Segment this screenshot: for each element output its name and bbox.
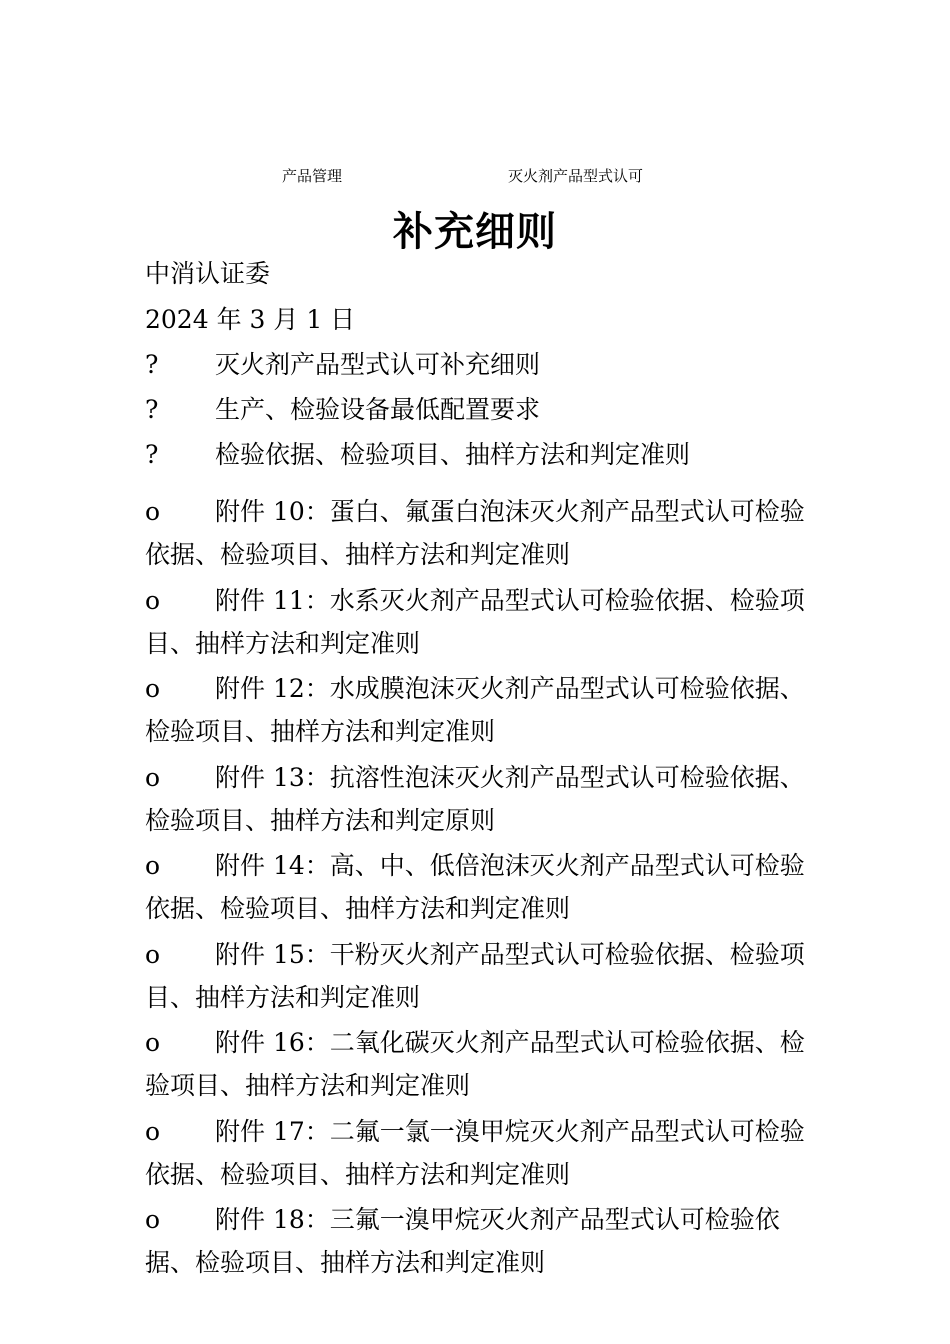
list-marker: o: [145, 1205, 161, 1234]
list-marker: o: [145, 1116, 161, 1146]
contents-list: [145, 343, 805, 478]
list-marker: ?: [145, 350, 159, 379]
annex-item[interactable]: [145, 1198, 805, 1287]
annex-item-text: 附件 15：干粉灭火剂产品型式认可检验依据、检验项目、抽样方法和判定准则: [145, 939, 805, 1012]
annex-item-text: 附件 17：二氟一氯一溴甲烷灭火剂产品型式认可检验依据、检验项目、抽样方法和判定准则: [145, 1116, 805, 1189]
annex-item[interactable]: [145, 933, 805, 1022]
list-marker: o: [145, 762, 161, 792]
list-marker: o: [145, 851, 161, 880]
list-marker: ?: [145, 440, 159, 469]
list-marker: o: [145, 585, 161, 615]
list-marker: ?: [145, 395, 159, 424]
annex-item-text: 附件 10：蛋白、氟蛋白泡沫灭火剂产品型式认可检验依据、检验项目、抽样方法和判定准则: [145, 497, 805, 569]
annex-item[interactable]: [145, 756, 805, 845]
list-marker: o: [145, 674, 161, 703]
contents-item-text: 灭火剂产品型式认可补充细则: [215, 350, 541, 379]
contents-item[interactable]: [145, 388, 805, 433]
contents-item-text: 检验依据、检验项目、抽样方法和判定准则: [215, 440, 691, 469]
header-left-text: 产品管理: [282, 167, 343, 185]
contents-item[interactable]: [145, 343, 805, 388]
annex-item[interactable]: [145, 844, 805, 933]
issuer: 中消认证委: [145, 259, 271, 288]
annex-item[interactable]: [145, 1110, 805, 1199]
issue-date: 2024 年 3 月 1 日: [145, 305, 356, 334]
annex-item[interactable]: [145, 490, 805, 579]
annex-item-text: 附件 12：水成膜泡沫灭火剂产品型式认可检验依据、检验项目、抽样方法和判定准则: [145, 674, 805, 746]
annex-item-text: 附件 13：抗溶性泡沫灭火剂产品型式认可检验依据、检验项目、抽样方法和判定原则: [145, 762, 805, 835]
contents-item-text: 生产、检验设备最低配置要求: [215, 395, 541, 424]
annex-item-text: 附件 11：水系灭火剂产品型式认可检验依据、检验项目、抽样方法和判定准则: [145, 585, 805, 658]
annex-item[interactable]: [145, 1021, 805, 1110]
annex-item-text: 附件 16：二氧化碳灭火剂产品型式认可检验依据、检验项目、抽样方法和判定准则: [145, 1028, 805, 1100]
contents-item[interactable]: [145, 433, 805, 478]
annex-item-text: 附件 14：高、中、低倍泡沫灭火剂产品型式认可检验依据、检验项目、抽样方法和判定准则: [145, 851, 805, 923]
list-marker: o: [145, 939, 161, 969]
list-marker: o: [145, 1028, 161, 1057]
list-marker: o: [145, 497, 161, 526]
document-title: 补充细则: [393, 209, 557, 255]
annex-item-text: 附件 18：三氟一溴甲烷灭火剂产品型式认可检验依据、检验项目、抽样方法和判定准则: [145, 1205, 780, 1277]
annex-item[interactable]: [145, 667, 805, 756]
header-right-text: 灭火剂产品型式认可: [508, 167, 644, 185]
annex-item[interactable]: [145, 579, 805, 668]
annex-list: [145, 490, 805, 1287]
